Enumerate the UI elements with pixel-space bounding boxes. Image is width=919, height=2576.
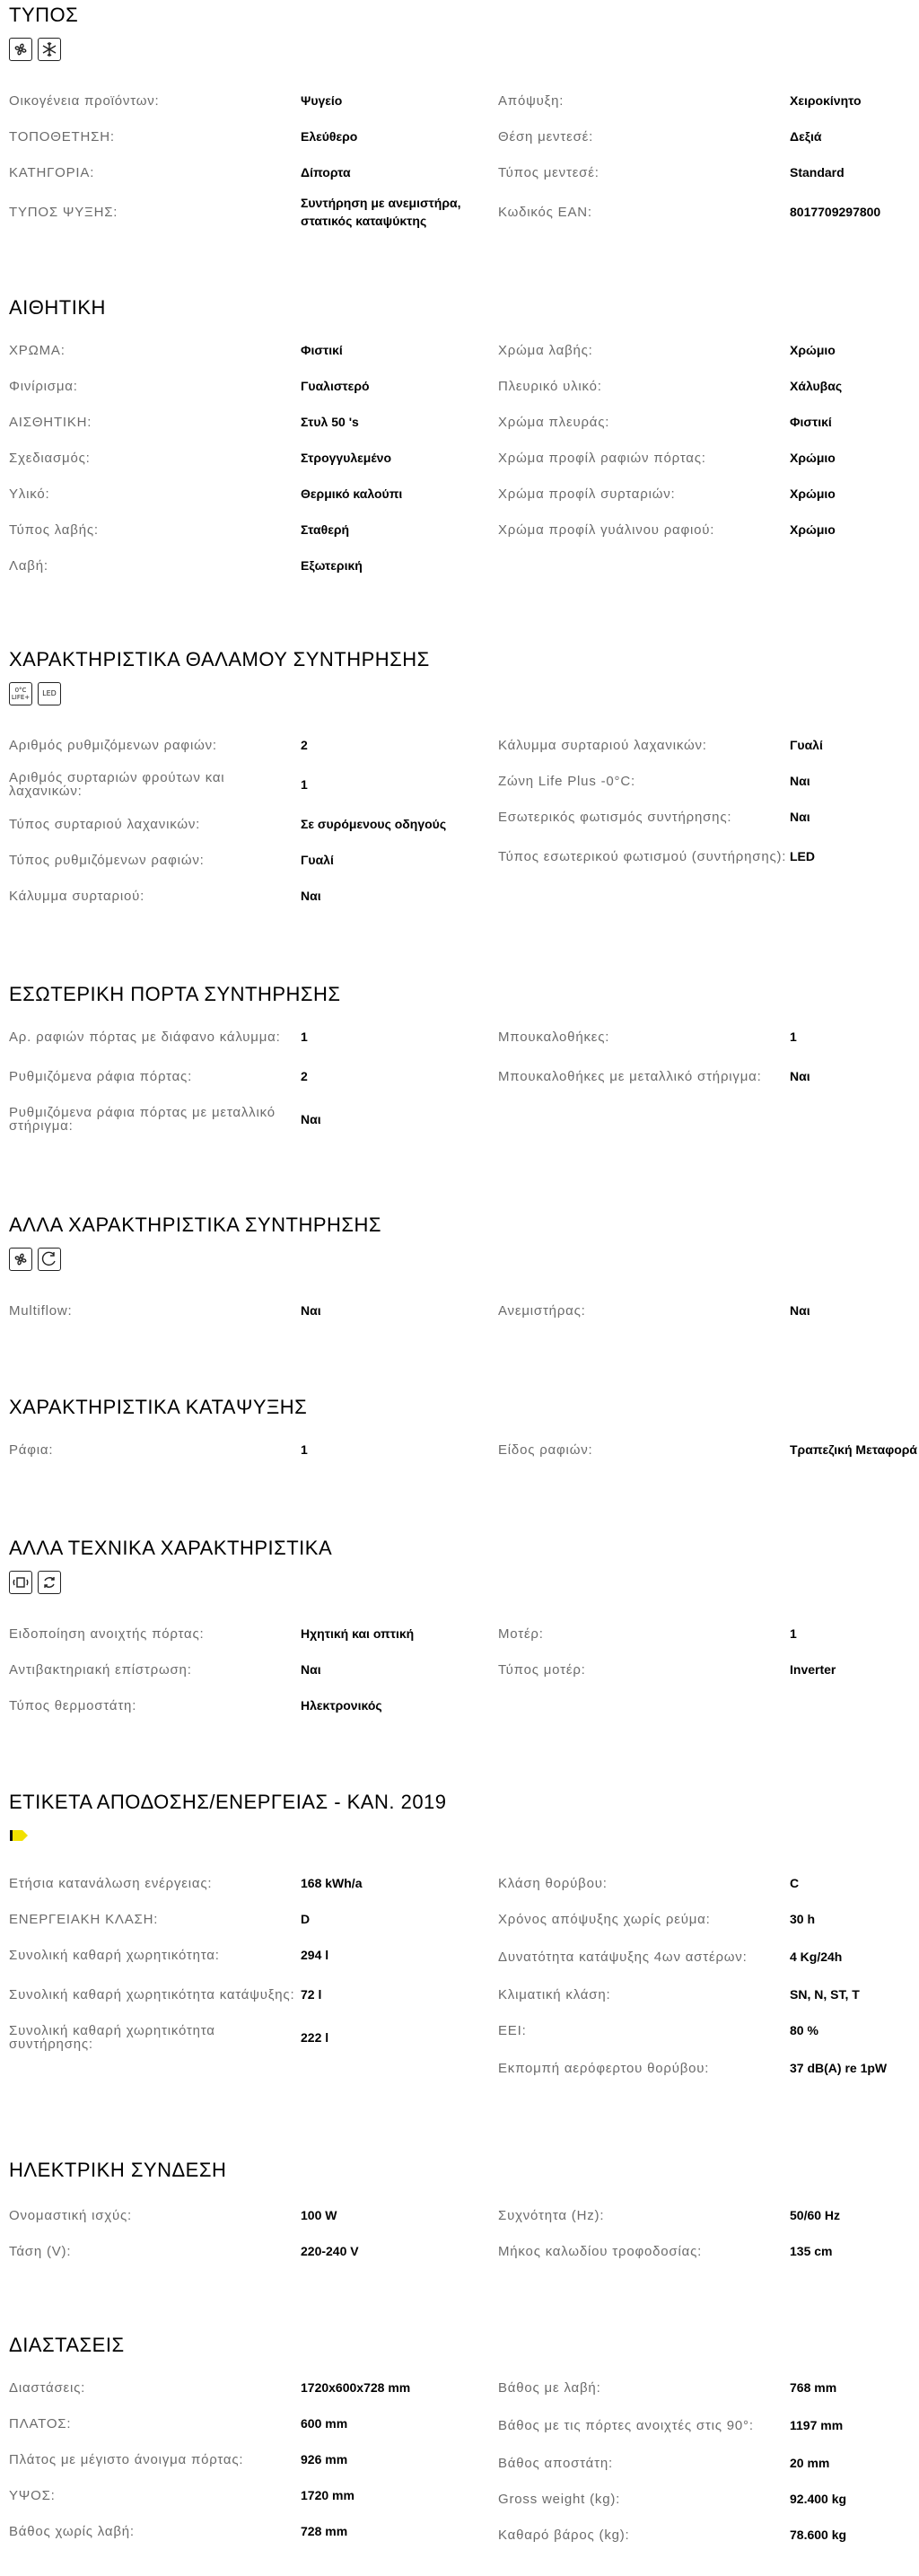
zero-degree-zone-icon-text: 0°C LIFE+ — [11, 687, 31, 701]
spec-value: 20 mm — [790, 2456, 830, 2470]
spec-value: SN, N, ST, T — [790, 1987, 860, 2002]
spec-table — [9, 1292, 915, 1328]
spec-column-right — [498, 1019, 915, 1141]
spec-value: Χειροκίνητο — [790, 93, 862, 108]
spec-value: Χρώμιο — [790, 343, 836, 357]
spec-label: Χρώμα προφίλ συρταριών: — [498, 486, 676, 502]
spec-row — [9, 1901, 498, 1937]
spec-label: Gross weight (kg): — [498, 2491, 621, 2507]
spec-row — [498, 83, 915, 118]
spec-value: 168 kWh/a — [301, 1876, 363, 1890]
spec-label: Τύπος θερμοστάτη: — [9, 1697, 137, 1713]
spec-label: Συνολική καθαρή χωρητικότητα: — [9, 1947, 220, 1963]
spec-value: Ναι — [790, 774, 810, 788]
spec-row — [9, 440, 498, 476]
spec-row — [9, 2513, 498, 2549]
spec-row — [9, 2370, 498, 2405]
spec-row — [498, 1901, 915, 1937]
spec-column-left — [9, 1019, 498, 1141]
spec-value: 37 dB(A) re 1pW — [790, 2061, 888, 2075]
spec-value: Ναι — [790, 1303, 810, 1318]
spec-label: Αρ. ραφιών πόρτας με διάφανο κάλυμμα: — [9, 1029, 281, 1045]
zero-degree-zone-icon — [9, 682, 32, 705]
spec-label: Βάθος με λαβή: — [498, 2379, 601, 2396]
spec-label: ΧΡΩΜΑ: — [9, 342, 66, 358]
spec-table — [9, 1865, 915, 2088]
spec-value: 1 — [790, 1030, 797, 1044]
spec-value: 1720x600x728 mm — [301, 2380, 411, 2395]
spec-row — [498, 1937, 915, 1976]
spec-value: 92.400 kg — [790, 2492, 847, 2506]
spec-label: Τύπος λαβής: — [9, 521, 99, 538]
spec-label: Βάθος αποστάτη: — [498, 2455, 613, 2471]
led-light-icon-text: LED — [42, 689, 57, 697]
section-title: ΗΛΕΚΤΡΙΚΗ ΣΥΝΔΕΣΗ — [9, 2159, 227, 2181]
inverter-icon — [38, 1571, 61, 1594]
spec-column-right — [498, 727, 915, 914]
spec-value: Τραπεζική Μεταφορά — [790, 1442, 918, 1457]
spec-value: 600 mm — [301, 2416, 348, 2431]
spec-row — [498, 2048, 915, 2088]
spec-label: Ονομαστική ισχύς: — [9, 2207, 133, 2223]
spec-column-right — [498, 1616, 915, 1723]
spec-label: Κάλυμμα συρταριού: — [9, 888, 145, 904]
spec-label: Απόψυξη: — [498, 92, 565, 109]
spec-table — [9, 727, 915, 914]
spec-label: Ρυθμιζόμενα ράφια πόρτας: — [9, 1068, 193, 1084]
spec-row — [9, 2233, 498, 2269]
spec-value: LED — [790, 849, 815, 863]
spec-label: Πλευρικό υλικό: — [498, 378, 602, 394]
spec-column-left — [9, 2370, 498, 2553]
spec-row — [498, 727, 915, 763]
section-title: ΧΑΡΑΚΤΗΡΙΣΤΙΚΑ ΚΑΤΑΨΥΞΗΣ — [9, 1396, 308, 1418]
spec-label: Συνολική καθαρή χωρητικότητα κατάψυξης: — [9, 1986, 295, 2002]
spec-label: ΚΑΤΗΓΟΡΙΑ: — [9, 164, 95, 180]
spec-value: 1720 mm — [301, 2488, 354, 2502]
spec-table — [9, 1019, 915, 1141]
spec-value: Ψυγείο — [301, 93, 343, 108]
spec-value: Συντήρηση με ανεμιστήρα, στατικός καταψύκτης — [301, 196, 461, 228]
spec-label: Κάλυμμα συρταριού λαχανικών: — [498, 737, 707, 753]
spec-row — [9, 476, 498, 512]
spec-row — [9, 2016, 498, 2059]
spec-row — [9, 2405, 498, 2441]
spec-label: Βάθος χωρίς λαβή: — [9, 2523, 135, 2539]
spec-row — [9, 1432, 498, 1468]
spec-label: ΑΙΣΘΗΤΙΚΗ: — [9, 414, 92, 430]
spec-value: Σταθερή — [301, 522, 350, 537]
spec-label: Είδος ραφιών: — [498, 1441, 593, 1458]
spec-label: Τύπος μοτέρ: — [498, 1661, 586, 1678]
spec-label: EEI: — [498, 2022, 527, 2038]
spec-row — [9, 190, 498, 233]
spec-row — [498, 332, 915, 368]
spec-column-left — [9, 1292, 498, 1328]
spec-row — [9, 2441, 498, 2477]
spec-value: Φιστικί — [790, 415, 832, 429]
section-6 — [9, 1396, 918, 1458]
spec-table — [9, 332, 915, 583]
spec-value: Ναι — [301, 1112, 321, 1126]
spec-value: 50/60 Hz — [790, 2208, 841, 2222]
spec-row — [498, 1019, 915, 1055]
spec-value: 2 — [301, 1069, 308, 1083]
spec-label: Τύπος μεντεσέ: — [498, 164, 600, 180]
spec-value: Χρώμιο — [790, 486, 836, 501]
spec-label: Χρόνος απόψυξης χωρίς ρεύμα: — [498, 1911, 711, 1927]
spec-value: 220-240 V — [301, 2244, 359, 2258]
spec-label: Λαβή: — [9, 557, 48, 574]
spec-label: Διαστάσεις: — [9, 2379, 86, 2396]
section-title: ΧΑΡΑΚΤΗΡΙΣΤΙΚΑ ΘΑΛΑΜΟΥ ΣΥΝΤΗΡΗΣΗΣ — [9, 648, 430, 670]
feature-icons — [9, 1248, 915, 1273]
spec-label: ΤΟΠΟΘΕΤΗΣΗ: — [9, 128, 115, 145]
spec-row — [9, 1865, 498, 1901]
spec-value: Χάλυβας — [790, 379, 843, 393]
spec-label: Τύπος εσωτερικού φωτισμού (συντήρησης): — [498, 848, 787, 864]
spec-row — [498, 2517, 915, 2553]
spec-value: 80 % — [790, 2023, 818, 2037]
spec-row — [9, 1937, 498, 1973]
spec-value: Χρώμιο — [790, 451, 836, 465]
spec-value: Στρογγυλεμένο — [301, 451, 391, 465]
feature-icons — [9, 38, 915, 63]
fan-icon — [9, 1248, 32, 1271]
spec-column-right — [498, 2197, 915, 2269]
spec-row — [9, 1687, 498, 1723]
spec-row — [498, 118, 915, 154]
spec-column-right — [498, 332, 915, 583]
spec-value: 222 l — [301, 2030, 329, 2045]
spec-column-right — [498, 83, 915, 233]
spec-column-right — [498, 1432, 918, 1468]
spec-row — [9, 1098, 498, 1141]
spec-label: Σχεδιασμός: — [9, 450, 91, 466]
spec-row — [498, 190, 915, 233]
spec-value: Ελεύθερο — [301, 129, 358, 144]
spec-label: Τύπος συρταριού λαχανικών: — [9, 816, 201, 832]
spec-label: ΠΛΑΤΟΣ: — [9, 2415, 72, 2431]
spec-label: Κλάση θορύβου: — [498, 1875, 608, 1891]
feature-icons — [9, 1571, 915, 1596]
section-5 — [9, 1214, 915, 1319]
spec-label: Μήκος καλωδίου τροφοδοσίας: — [498, 2243, 703, 2259]
spec-table — [9, 2370, 915, 2553]
spec-row — [498, 2012, 915, 2048]
spec-row — [9, 763, 498, 806]
led-light-icon — [38, 682, 61, 705]
spec-label: Δυνατότητα κατάψυξης 4ων αστέρων: — [498, 1949, 748, 1965]
spec-value: 1 — [790, 1626, 797, 1641]
spec-value: 135 cm — [790, 2244, 833, 2258]
door-alarm-icon — [9, 1571, 32, 1594]
spec-label: Χρώμα προφίλ ραφιών πόρτας: — [498, 450, 706, 466]
spec-value: 8017709297800 — [790, 205, 881, 219]
spec-table — [9, 1432, 918, 1468]
spec-label: ΕΝΕΡΓΕΙΑΚΗ ΚΛΑΣΗ: — [9, 1911, 159, 1927]
spec-row — [9, 1616, 498, 1652]
section-10 — [9, 2334, 915, 2543]
spec-row — [498, 835, 915, 878]
spec-row — [498, 2405, 915, 2445]
spec-label: Χρώμα λαβής: — [498, 342, 593, 358]
spec-value: Ηχητική και οπτική — [301, 1626, 415, 1641]
section-3 — [9, 648, 915, 904]
spec-row — [9, 1019, 498, 1055]
spec-row — [498, 368, 915, 404]
spec-value: Ηλεκτρονικός — [301, 1698, 382, 1713]
spec-row — [9, 2197, 498, 2233]
spec-row — [498, 2481, 915, 2517]
spec-row — [498, 1616, 915, 1652]
spec-label: Τύπος ρυθμιζόμενων ραφιών: — [9, 852, 205, 868]
spec-column-left — [9, 2197, 498, 2269]
spec-row — [9, 404, 498, 440]
spec-label: ΥΨΟΣ: — [9, 2487, 56, 2503]
spec-row — [498, 440, 915, 476]
spec-label: Αριθμός συρταριών φρούτων και λαχανικών: — [9, 770, 225, 799]
spec-row — [9, 878, 498, 914]
spec-row — [9, 1652, 498, 1687]
section-title: ΔΙΑΣΤΑΣΕΙΣ — [9, 2334, 125, 2356]
spec-value: Δεξιά — [790, 129, 822, 144]
spec-row — [9, 548, 498, 583]
feature-icons — [9, 1825, 915, 1850]
spec-row — [9, 1055, 498, 1098]
spec-value: Εξωτερική — [301, 558, 363, 573]
spec-value: 30 h — [790, 1912, 816, 1926]
spec-value: Θερμικό καλούπι — [301, 486, 403, 501]
spec-row — [498, 154, 915, 190]
spec-value: 72 l — [301, 1987, 322, 2002]
spec-label: Μοτέρ: — [498, 1625, 544, 1642]
spec-label: Υλικό: — [9, 486, 50, 502]
spec-column-right — [498, 1865, 915, 2088]
spec-label: Εσωτερικός φωτισμός συντήρησης: — [498, 809, 732, 825]
snowflake-icon — [38, 38, 61, 61]
spec-table — [9, 83, 915, 233]
spec-value: 294 l — [301, 1948, 329, 1962]
section-title: ΑΙΘΗΤΙΚΗ — [9, 296, 106, 319]
spec-label: Χρώμα προφίλ γυάλινου ραφιού: — [498, 521, 715, 538]
spec-label: Βάθος με τις πόρτες ανοιχτές στις 90°: — [498, 2417, 754, 2433]
spec-row — [498, 476, 915, 512]
spec-label: Εκπομπή αερόφερτου θορύβου: — [498, 2060, 710, 2076]
spec-label: Φινίρισμα: — [9, 378, 78, 394]
spec-row — [9, 83, 498, 118]
spec-row — [498, 763, 915, 799]
section-title: ΑΛΛΑ ΧΑΡΑΚΤΗΡΙΣΤΙΚΑ ΣΥΝΤΗΡΗΣΗΣ — [9, 1214, 382, 1236]
spec-column-left — [9, 727, 498, 914]
spec-label: Αντιβακτηριακή επίστρωση: — [9, 1661, 192, 1678]
spec-label: Μπουκαλοθήκες: — [498, 1029, 610, 1045]
spec-row — [9, 368, 498, 404]
spec-row — [9, 332, 498, 368]
spec-label: Αριθμός ρυθμιζόμενων ραφιών: — [9, 737, 217, 753]
spec-table — [9, 1616, 915, 1723]
spec-value: Ναι — [790, 810, 810, 824]
spec-row — [498, 1976, 915, 2012]
spec-label: Ζώνη Life Plus -0°C: — [498, 773, 635, 789]
feature-icons — [9, 682, 915, 707]
spec-row — [9, 118, 498, 154]
spec-label: Μπουκαλοθήκες με μεταλλικό στήριγμα: — [498, 1068, 762, 1084]
spec-value: D — [301, 1912, 311, 1926]
spec-label: ΤΥΠΟΣ ΨΥΞΗΣ: — [9, 204, 118, 220]
spec-row — [498, 2197, 915, 2233]
spec-row — [9, 1292, 498, 1328]
spec-value: Γυαλί — [301, 853, 334, 867]
spec-row — [498, 1652, 915, 1687]
spec-label: Καθαρό βάρος (kg): — [498, 2527, 630, 2543]
spec-row — [498, 2370, 915, 2405]
spec-row — [498, 1292, 915, 1328]
spec-row — [498, 1865, 915, 1901]
section-4 — [9, 983, 915, 1134]
spec-row — [9, 727, 498, 763]
spec-value: 1197 mm — [790, 2418, 844, 2432]
section-7 — [9, 1537, 915, 1713]
spec-row — [9, 806, 498, 842]
spec-row — [498, 2445, 915, 2481]
fan-icon — [9, 38, 32, 61]
spec-column-left — [9, 1865, 498, 2088]
spec-value: C — [790, 1876, 800, 1890]
spec-value: Inverter — [790, 1662, 836, 1677]
section-title: ΑΛΛΑ ΤΕΧΝΙΚΑ ΧΑΡΑΚΤΗΡΙΣΤΙΚΑ — [9, 1537, 333, 1559]
spec-label: Τάση (V): — [9, 2243, 72, 2259]
spec-column-right — [498, 2370, 915, 2553]
section-1 — [9, 4, 915, 228]
energy-class-badge-icon — [9, 1828, 31, 1843]
spec-value: 1 — [301, 777, 308, 792]
spec-label: Κλιματική κλάση: — [498, 1986, 611, 2002]
spec-column-left — [9, 83, 498, 233]
section-9 — [9, 2159, 915, 2259]
spec-value: Ναι — [301, 1303, 321, 1318]
spec-value: 1 — [301, 1030, 308, 1044]
spec-label: Συνολική καθαρή χωρητικότητα συντήρησης: — [9, 2023, 215, 2052]
section-title: ΕΤΙΚΕΤΑ ΑΠΟΔΟΣΗΣ/ΕΝΕΡΓΕΙΑΣ - ΚΑΝ. 2019 — [9, 1791, 447, 1813]
spec-value: Standard — [790, 165, 845, 180]
spec-value: 1 — [301, 1442, 308, 1457]
spec-row — [498, 404, 915, 440]
spec-column-left — [9, 1432, 498, 1468]
section-2 — [9, 296, 915, 574]
spec-row — [498, 799, 915, 835]
spec-value: 2 — [301, 738, 308, 752]
spec-row — [9, 2477, 498, 2513]
spec-label: Θέση μεντεσέ: — [498, 128, 594, 145]
spec-value: Ναι — [301, 1662, 321, 1677]
spec-label: Πλάτος με μέγιστο άνοιγμα πόρτας: — [9, 2451, 244, 2467]
spec-value: Φιστικί — [301, 343, 343, 357]
spec-label: Χρώμα πλευράς: — [498, 414, 610, 430]
spec-value: 4 Kg/24h — [790, 1950, 843, 1964]
spec-value: Γυαλί — [790, 738, 823, 752]
spec-label: Ετήσια κατανάλωση ενέργειας: — [9, 1875, 213, 1891]
spec-column-left — [9, 332, 498, 583]
spec-row — [9, 512, 498, 548]
section-8 — [9, 1791, 915, 2076]
section-title: ΕΣΩΤΕΡΙΚΗ ΠΟΡΤΑ ΣΥΝΤΗΡΗΣΗΣ — [9, 983, 341, 1005]
spec-row — [498, 1055, 915, 1098]
spec-column-right — [498, 1292, 915, 1328]
spec-row — [498, 1432, 918, 1468]
spec-row — [498, 512, 915, 548]
multiflow-icon — [38, 1248, 61, 1271]
spec-value: 728 mm — [301, 2524, 348, 2538]
spec-label: Κωδικός EAN: — [498, 204, 592, 220]
spec-label: Ρυθμιζόμενα ράφια πόρτας με μεταλλικό στήριγμα: — [9, 1105, 276, 1134]
spec-row — [9, 154, 498, 190]
spec-label: Οικογένεια προϊόντων: — [9, 92, 160, 109]
spec-value: Γυαλιστερό — [301, 379, 370, 393]
spec-value: Ναι — [301, 889, 321, 903]
spec-value: 78.600 kg — [790, 2528, 847, 2542]
spec-label: Ράφια: — [9, 1441, 54, 1458]
spec-label: Ανεμιστήρας: — [498, 1302, 586, 1319]
spec-value: 926 mm — [301, 2452, 348, 2466]
section-title: ΤΥΠΟΣ — [9, 4, 79, 26]
spec-value: Ναι — [790, 1069, 810, 1083]
spec-row — [498, 2233, 915, 2269]
spec-value: Δίπορτα — [301, 165, 351, 180]
spec-label: Συχνότητα (Hz): — [498, 2207, 605, 2223]
spec-label: Multiflow: — [9, 1302, 73, 1319]
spec-value: Σε συρόμενους οδηγούς — [301, 817, 447, 831]
spec-row — [9, 842, 498, 878]
spec-table — [9, 2197, 915, 2269]
spec-column-left — [9, 1616, 498, 1723]
spec-row — [9, 1973, 498, 2016]
spec-value: Χρώμιο — [790, 522, 836, 537]
spec-value: Στυλ 50 's — [301, 415, 359, 429]
spec-value: 768 mm — [790, 2380, 837, 2395]
spec-label: Ειδοποίηση ανοιχτής πόρτας: — [9, 1625, 205, 1642]
spec-value: 100 W — [301, 2208, 337, 2222]
